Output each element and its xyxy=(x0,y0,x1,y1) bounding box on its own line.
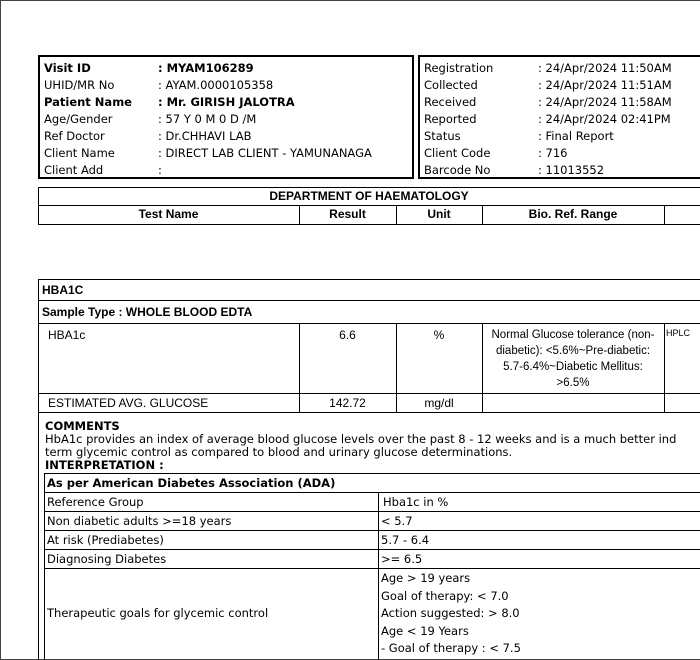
client-add-label: Client Add xyxy=(44,163,104,177)
section-title: HBA1C xyxy=(42,283,84,297)
client-add-value: : xyxy=(158,163,162,177)
test-ref-hba1c xyxy=(484,327,662,391)
status-value: : Final Report xyxy=(538,129,614,143)
visit-id-row xyxy=(44,60,91,77)
status-label: Status xyxy=(424,129,461,143)
row-divider-3 xyxy=(482,323,483,413)
collected-label: Collected xyxy=(424,78,478,92)
department-title: DEPARTMENT OF HAEMATOLOGY xyxy=(269,189,469,203)
ada-title: As per American Diabetes Association (ADA) xyxy=(47,476,336,490)
col-header-result: Result xyxy=(329,207,366,221)
interpretation-heading: INTERPRETATION : xyxy=(45,458,164,472)
comments-line-1: HbA1c provides an index of average blood glucose levels over the past 8 - 12 weeks and is a much better ind xyxy=(45,432,677,446)
test-name-eag: ESTIMATED AVG. GLUCOSE xyxy=(48,396,209,410)
collected-value: : 24/Apr/2024 11:51AM xyxy=(538,78,672,92)
goal-line: Action suggested: > 8.0 xyxy=(381,606,520,620)
ref-doctor-value: : Dr.CHHAVI LAB xyxy=(158,129,252,143)
col-header-test-name: Test Name xyxy=(138,207,199,221)
patient-name-value: : Mr. GIRISH JALOTRA xyxy=(158,95,295,109)
visit-id-value: : MYAM106289 xyxy=(158,61,254,75)
test-result-eag: 142.72 xyxy=(329,396,366,410)
client-name-value: : DIRECT LAB CLIENT - YAMUNANAGA xyxy=(158,146,372,160)
report-info-box xyxy=(418,55,700,179)
age-gender-value: : 57 Y 0 M 0 D /M xyxy=(158,112,257,126)
ada-row-group: At risk (Prediabetes) xyxy=(47,533,164,547)
goal-line: Goal of therapy: < 7.0 xyxy=(381,588,509,603)
goal-line: Age < 19 Years xyxy=(381,623,469,638)
received-label: Received xyxy=(424,95,477,109)
test-method-hba1c: HPLC xyxy=(666,328,691,338)
barcode-value: : 11013552 xyxy=(538,163,605,177)
test-unit-hba1c: % xyxy=(433,328,445,342)
section-rule-2 xyxy=(38,300,700,301)
ada-rule-4 xyxy=(44,549,700,550)
row-divider-4 xyxy=(664,323,665,413)
ada-rule-3 xyxy=(44,530,700,531)
visit-id-label: Visit ID xyxy=(44,61,91,75)
section-rule-3 xyxy=(38,323,700,324)
ada-rule-5 xyxy=(44,568,700,569)
ada-header-hba1c: Hba1c in % xyxy=(383,495,449,509)
patient-name-label: Patient Name xyxy=(44,95,132,109)
col-header-ref-range: Bio. Ref. Range xyxy=(528,207,618,221)
ada-row-group: Non diabetic adults >=18 years xyxy=(47,514,232,528)
client-code-value: : 716 xyxy=(538,146,568,160)
uhid-value: : AYAM.0000105358 xyxy=(158,78,274,92)
age-gender-label: Age/Gender xyxy=(44,112,113,126)
ada-rule-1 xyxy=(44,492,700,493)
barcode-label: Barcode No xyxy=(424,163,491,177)
received-value: : 24/Apr/2024 11:58AM xyxy=(538,95,672,109)
ref-line: diabetic): <5.6%~Pre-diabetic: xyxy=(495,345,651,357)
ref-line: >6.5% xyxy=(556,377,590,389)
ada-goal-label: Therapeutic goals for glycemic control xyxy=(47,606,269,620)
ada-row-group: Diagnosing Diabetes xyxy=(47,552,167,566)
ada-row-value: 5.7 - 6.4 xyxy=(381,533,430,547)
ref-doctor-label: Ref Doctor xyxy=(44,129,105,143)
col-divider-4 xyxy=(664,205,665,225)
col-header-unit: Unit xyxy=(427,207,451,221)
test-unit-eag: mg/dl xyxy=(424,396,454,410)
registration-value: : 24/Apr/2024 11:50AM xyxy=(538,61,672,75)
goal-line: Age > 19 years xyxy=(381,571,471,585)
comments-line-2: term glycemic control as compared to blood and urinary glucose determinations. xyxy=(45,445,513,459)
ada-rule-top xyxy=(44,473,700,474)
test-result-hba1c: 6.6 xyxy=(339,328,356,342)
client-code-label: Client Code xyxy=(424,146,491,160)
row-rule-2 xyxy=(38,412,700,413)
dept-bottom-rule xyxy=(38,224,700,225)
uhid-label: UHID/MR No xyxy=(44,78,115,92)
reported-value: : 24/Apr/2024 02:41PM xyxy=(538,112,671,126)
client-name-label: Client Name xyxy=(44,146,115,160)
ada-row-value: < 5.7 xyxy=(381,514,413,528)
patient-info-box xyxy=(38,55,414,179)
section-top-rule xyxy=(38,279,700,280)
sample-type: Sample Type : WHOLE BLOOD EDTA xyxy=(42,305,253,319)
ref-line: Normal Glucose tolerance (non- xyxy=(491,329,655,341)
test-name-hba1c: HBA1c xyxy=(48,328,86,342)
ada-header-group: Reference Group xyxy=(47,495,144,509)
ada-rule-2 xyxy=(44,511,700,512)
reported-label: Reported xyxy=(424,112,477,126)
row-rule-1 xyxy=(38,393,700,394)
goal-line: - Goal of therapy : < 7.5 xyxy=(381,641,521,655)
comments-heading: COMMENTS xyxy=(45,419,120,433)
section-left-rule xyxy=(38,279,39,660)
registration-label: Registration xyxy=(424,61,494,75)
ada-row-value: >= 6.5 xyxy=(381,552,423,566)
ada-col-divider xyxy=(378,492,379,660)
ref-line: 5.7-6.4%~Diabetic Mellitus: xyxy=(503,361,643,373)
ada-goal-values xyxy=(381,570,521,658)
ada-rule-left xyxy=(44,473,45,660)
